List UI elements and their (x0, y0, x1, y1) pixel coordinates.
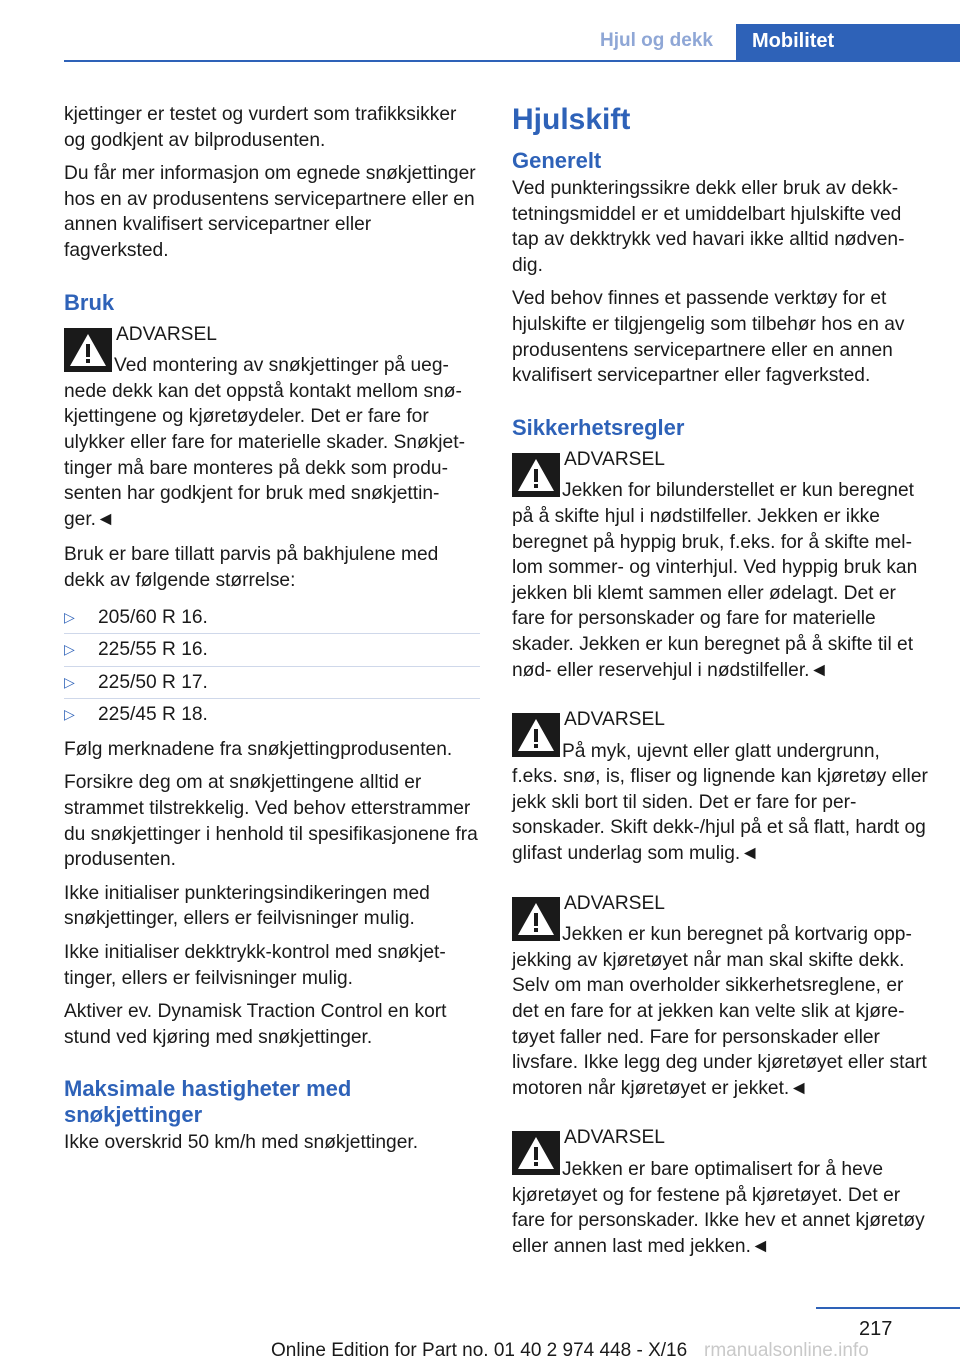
edition-line: Online Edition for Part no. 01 40 2 974 448 - X/16 (271, 1340, 688, 1361)
list-item-text: 225/55 R 16. (98, 639, 208, 661)
header-rule (64, 60, 960, 62)
warning-block (512, 1125, 928, 1259)
warning-triangle-icon (512, 897, 560, 941)
warning-block (512, 707, 928, 867)
section-title-hjulskift: Hjulskift (512, 103, 631, 136)
warning-title: ADVARSEL (116, 323, 217, 345)
watermark-text: rmanualsonline.info (704, 1340, 869, 1361)
warning-block (512, 447, 928, 683)
list-item-text: 205/60 R 16. (98, 606, 208, 628)
heading-generelt: Generelt (512, 148, 602, 173)
paragraph: Følg merknadene fra snøkjettingprodusenten. (64, 738, 453, 760)
running-header-tab-label: Mobilitet (752, 30, 835, 52)
heading-bruk: Bruk (64, 289, 115, 315)
warning-text: Jekken for bilunderstellet er kun beregnet på å skifte hjul i nødstilfeller. Jekken er ikke beregnet på hyppig bruk, f.eks. for å skifte mellom sommer- og vinterhjul. Ved hyppig bruk kan jekken bli klemt sammen eller ødelagt. Det er fare for personskader og fare for materielle skader. Jekken er kun beregnet på å skifte til et nød- eller reservehjul i nødstilfeller.◄ (512, 480, 918, 681)
tire-size-list (64, 602, 480, 731)
triangle-bullet-icon: ▷ (64, 706, 75, 723)
triangle-bullet-icon: ▷ (64, 608, 75, 625)
heading-maksimale-hastigheter: Maksimale hastigheter med snøkjettinger (64, 1076, 352, 1128)
paragraph: Bruk er bare tillatt parvis på bakhjulene med dekk av følgende størrelse: (64, 544, 439, 591)
warning-text: Jekken er bare optimalisert for å heve kjøretøyet og for festene på kjøretøyet. Det er fare for personskader. Ikke hev et annet kjøretøy eller annen last med jekken.◄ (512, 1159, 925, 1257)
warning-title: ADVARSEL (564, 709, 665, 731)
list-item (64, 699, 480, 731)
warning-title: ADVARSEL (564, 1127, 665, 1149)
list-item (64, 667, 480, 700)
right-column (512, 102, 928, 1267)
warning-triangle-icon (512, 1131, 560, 1175)
warning-text: Ved montering av snøkjettinger på uegnede dekk kan det oppstå kontakt mellom snøkjettingene og kjøretøydeler. Det er fare for ulykker eller fare for materielle skader. Snøkjettinger må bare monteres på dekk som produsenten har godkjent for bruk med snøkjettinger.◄ (64, 355, 465, 530)
footer-rule (816, 1307, 960, 1309)
list-item-text: 225/45 R 18. (98, 704, 208, 726)
warning-text: Jekken er kun beregnet på kortvarig oppjekking av kjøretøyet når man skal skifte dekk. Selv om man overholder sikkerhetsreglene, er det en fare for at jekken kan velte slik at kjøretøyet faller ned. Fare for personskader eller livsfare. Ikke legg deg under kjøretøyet eller start motoren når kjøretøyet er jekket.◄ (512, 924, 927, 1099)
paragraph: Ved punkteringssikre dekk eller bruk av dekktetningsmiddel er et umiddelbart hjulskifte ved tap av dekktrykk ved havari ikke alltid nødvendig. (512, 178, 905, 276)
warning-block (512, 891, 928, 1102)
running-header-tab (736, 24, 960, 62)
paragraph: Ikke initialiser dekktrykk-kontrol med snøkjettinger, ellers er feilvisninger mulig. (64, 942, 446, 989)
list-item (64, 602, 480, 635)
list-item (64, 634, 480, 667)
paragraph: Du får mer informasjon om egnede snøkjettinger hos en av produsentens servicepartnere eller en annen kvalifisert servicepartner eller fagverksted. (64, 163, 476, 261)
warning-title: ADVARSEL (564, 448, 665, 470)
paragraph: Ikke initialiser punkteringsindikeringen med snøkjettinger, ellers er feilvisninger mulig. (64, 882, 430, 930)
running-header-section: Hjul og dekk (600, 30, 713, 51)
paragraph: kjettinger er testet og vurdert som trafikksikker og godkjent av bilprodusenten. (64, 104, 457, 151)
paragraph: Aktiver ev. Dynamisk Traction Control en kort stund ved kjøring med snøkjettinger. (64, 1001, 447, 1048)
paragraph: Ved behov finnes et passende verktøy for et hjulskifte er tilgjengelig som tilbehør hos en av produsentens servicepartnere eller en annen kvalifisert servicepartner eller fagverksted. (512, 288, 905, 387)
warning-block (64, 322, 480, 533)
warning-triangle-icon (512, 713, 560, 757)
warning-triangle-icon (64, 328, 112, 372)
left-column (64, 102, 480, 1164)
paragraph: Ikke overskrid 50 km/h med snøkjettinger. (64, 1132, 419, 1154)
triangle-bullet-icon: ▷ (64, 641, 75, 658)
page-number: 217 (859, 1318, 893, 1340)
triangle-bullet-icon: ▷ (64, 673, 75, 690)
warning-title: ADVARSEL (564, 892, 665, 914)
paragraph: Forsikre deg om at snøkjettingene alltid er strammet tilstrekkelig. Ved behov etterstrammer du snøkjettinger i henhold til spesifikasjonene fra produsenten. (64, 772, 478, 871)
warning-triangle-icon (512, 453, 560, 497)
list-item-text: 225/50 R 17. (98, 671, 208, 693)
warning-text: På myk, ujevnt eller glatt undergrunn, f.eks. snø, is, fliser og lignende kan kjøretøy eller jekk skli bort til siden. Det er fare for personskader. Skift dekk-/hjul på et så flatt, hardt og glifast underlag som mulig.◄ (512, 740, 928, 865)
heading-sikkerhetsregler: Sikkerhetsregler (512, 414, 685, 440)
